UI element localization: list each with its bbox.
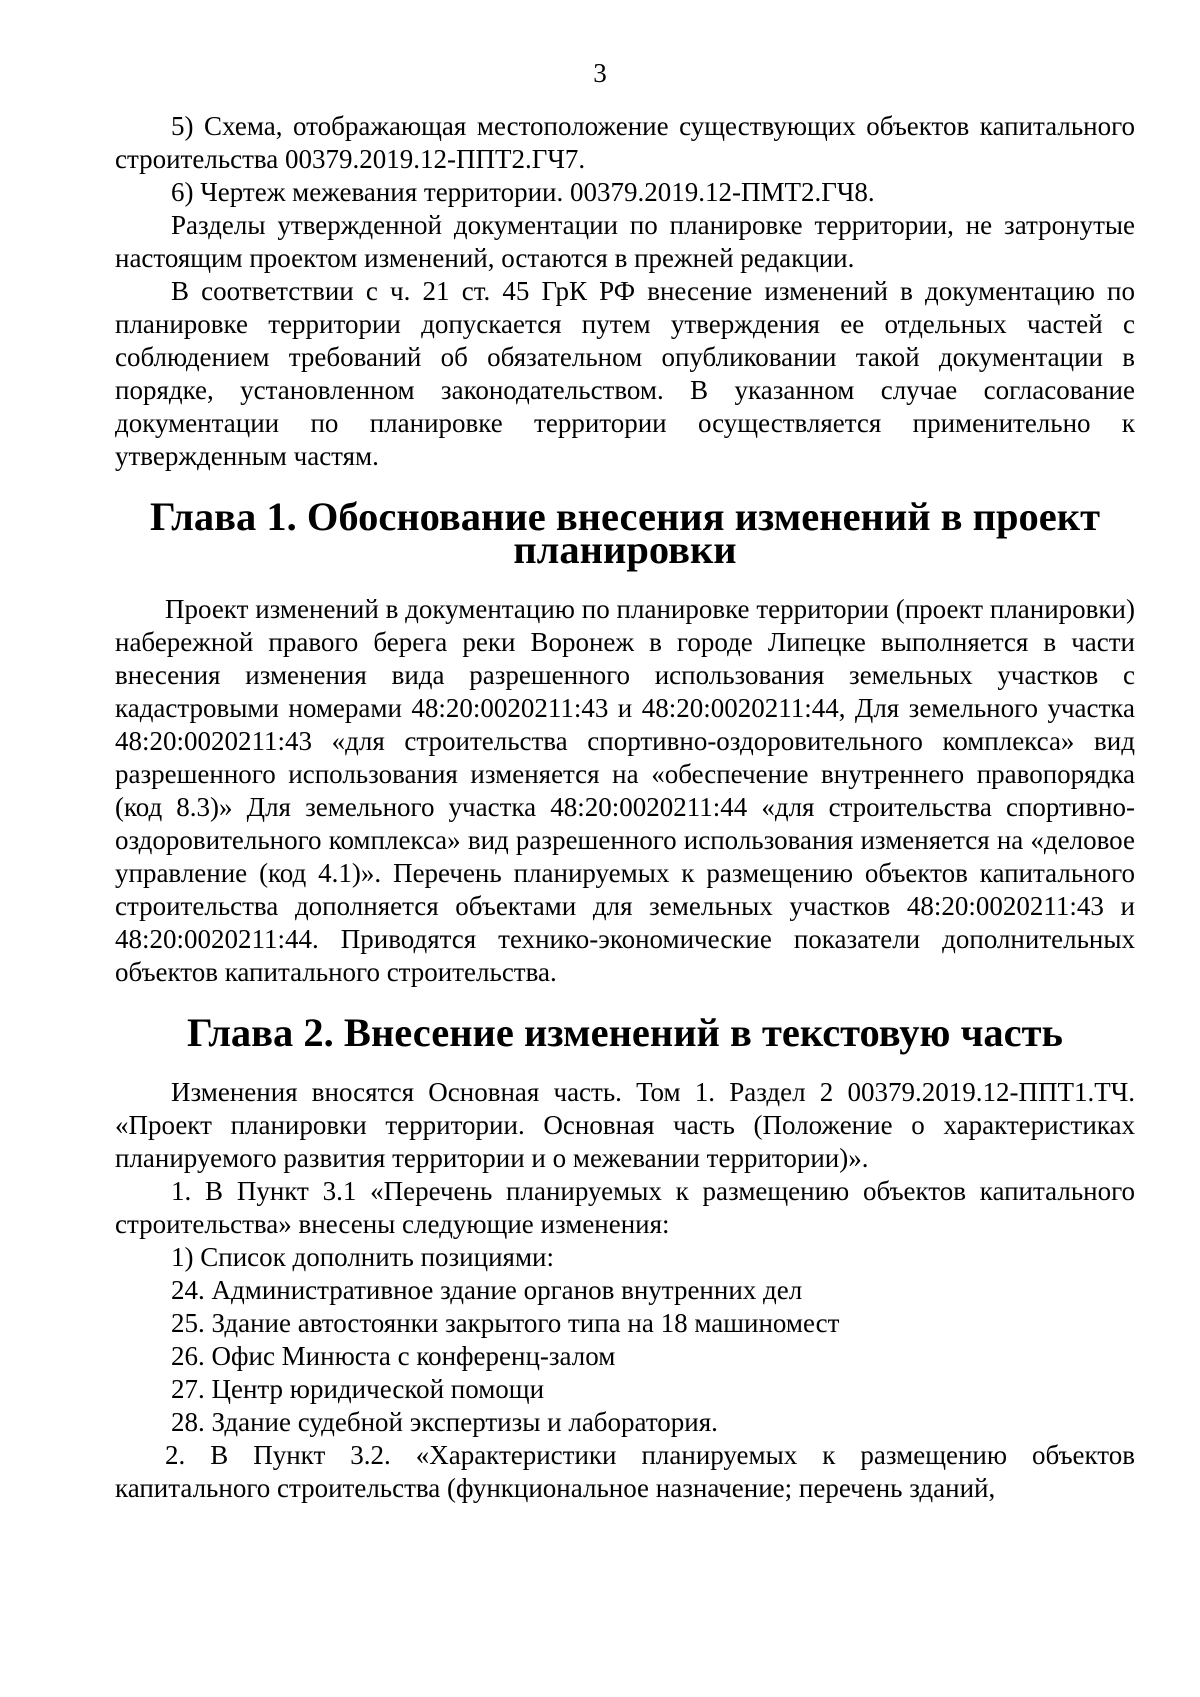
paragraph-law-note: В соответствии с ч. 21 ст. 45 ГрК РФ внесение изменений в документацию по планировке территории допускается путем утверждения ее отдельных частей с соблюдением требований об обязательном опубликовании такой документации в порядке, установленном законодательством. В указанном случае согласование документации по планировке территории осуществляется применительно к утвержденным частям. — [115, 276, 1135, 471]
chapter-2-title: Глава 2. Внесение изменений в текстовую часть — [187, 1010, 1063, 1055]
list-item-27: 27. Центр юридической помощи — [171, 1374, 545, 1404]
chapter-2-intro: Изменения вносятся Основная часть. Том 1. Раздел 2 00379.2019.12-ППТ1.ТЧ. «Проект планировки территории. Основная часть (Положение о характеристиках планируемого развития территории и о межевании территории)». — [115, 1077, 1135, 1173]
list-item-25: 25. Здание автостоянки закрытого типа на 18 машиномест — [171, 1308, 840, 1338]
list-item-24: 24. Административное здание органов внутренних дел — [171, 1275, 803, 1305]
chapter-1-text: Проект изменений в документацию по планировке территории (проект планировки) набережной правого берега реки Воронеж в городе Липецке выполняется в части внесения изменения вида разрешенного использования земельных участков с кадастровыми номерами 48:20:0020211:43 и 48:20:0020211:44, Для земельного участка 48:20:0020211:43 «для строительства спортивно-оздоровительного комплекса» вид разрешенного использования изменяется на «обеспечение внутреннего правопорядка (код 8.3)» Для земельного участка 48:20:0020211:44 «для строительства спортивно-оздоровительного комплекса» вид разрешенного использования изменяется на «деловое управление (код 4.1)». Перечень планируемых к размещению объектов капитального строительства дополняется объектами для земельных участков 48:20:0020211:43 и 48:20:0020211:44. Приводятся технико-экономические показатели дополнительных объектов капитального строительства. — [115, 594, 1135, 987]
chapter-2-point-1: 1. В Пункт 3.1 «Перечень планируемых к размещению объектов капитального строительства» внесены следующие изменения: — [115, 1176, 1135, 1239]
list-item-28: 28. Здание судебной экспертизы и лаборатория. — [171, 1407, 718, 1437]
paragraph-item-6: 6) Чертеж межевания территории. 00379.2019.12-ПМТ2.ГЧ8. — [171, 177, 875, 207]
list-item-26: 26. Офис Минюста с конференц-залом — [171, 1341, 616, 1371]
chapter-1-title: Глава 1. Обоснование внесения изменений в проект планировки — [149, 494, 1100, 572]
chapter-2-point-2: 2. В Пункт 3.2. «Характеристики планируемых к размещению объектов капитального строительства (функциональное назначение; перечень зданий, — [115, 1440, 1135, 1503]
chapter-2-list-intro: 1) Список дополнить позициями: — [171, 1242, 554, 1272]
paragraph-item-5: 5) Схема, отображающая местоположение существующих объектов капитального строительства 00379.2019.12-ППТ2.ГЧ7. — [115, 111, 1135, 174]
page-number: 3 — [593, 58, 607, 88]
paragraph-sections-note: Разделы утвержденной документации по планировке территории, не затронутые настоящим проектом изменений, остаются в прежней редакции. — [115, 210, 1135, 273]
document-body — [115, 110, 1135, 1505]
